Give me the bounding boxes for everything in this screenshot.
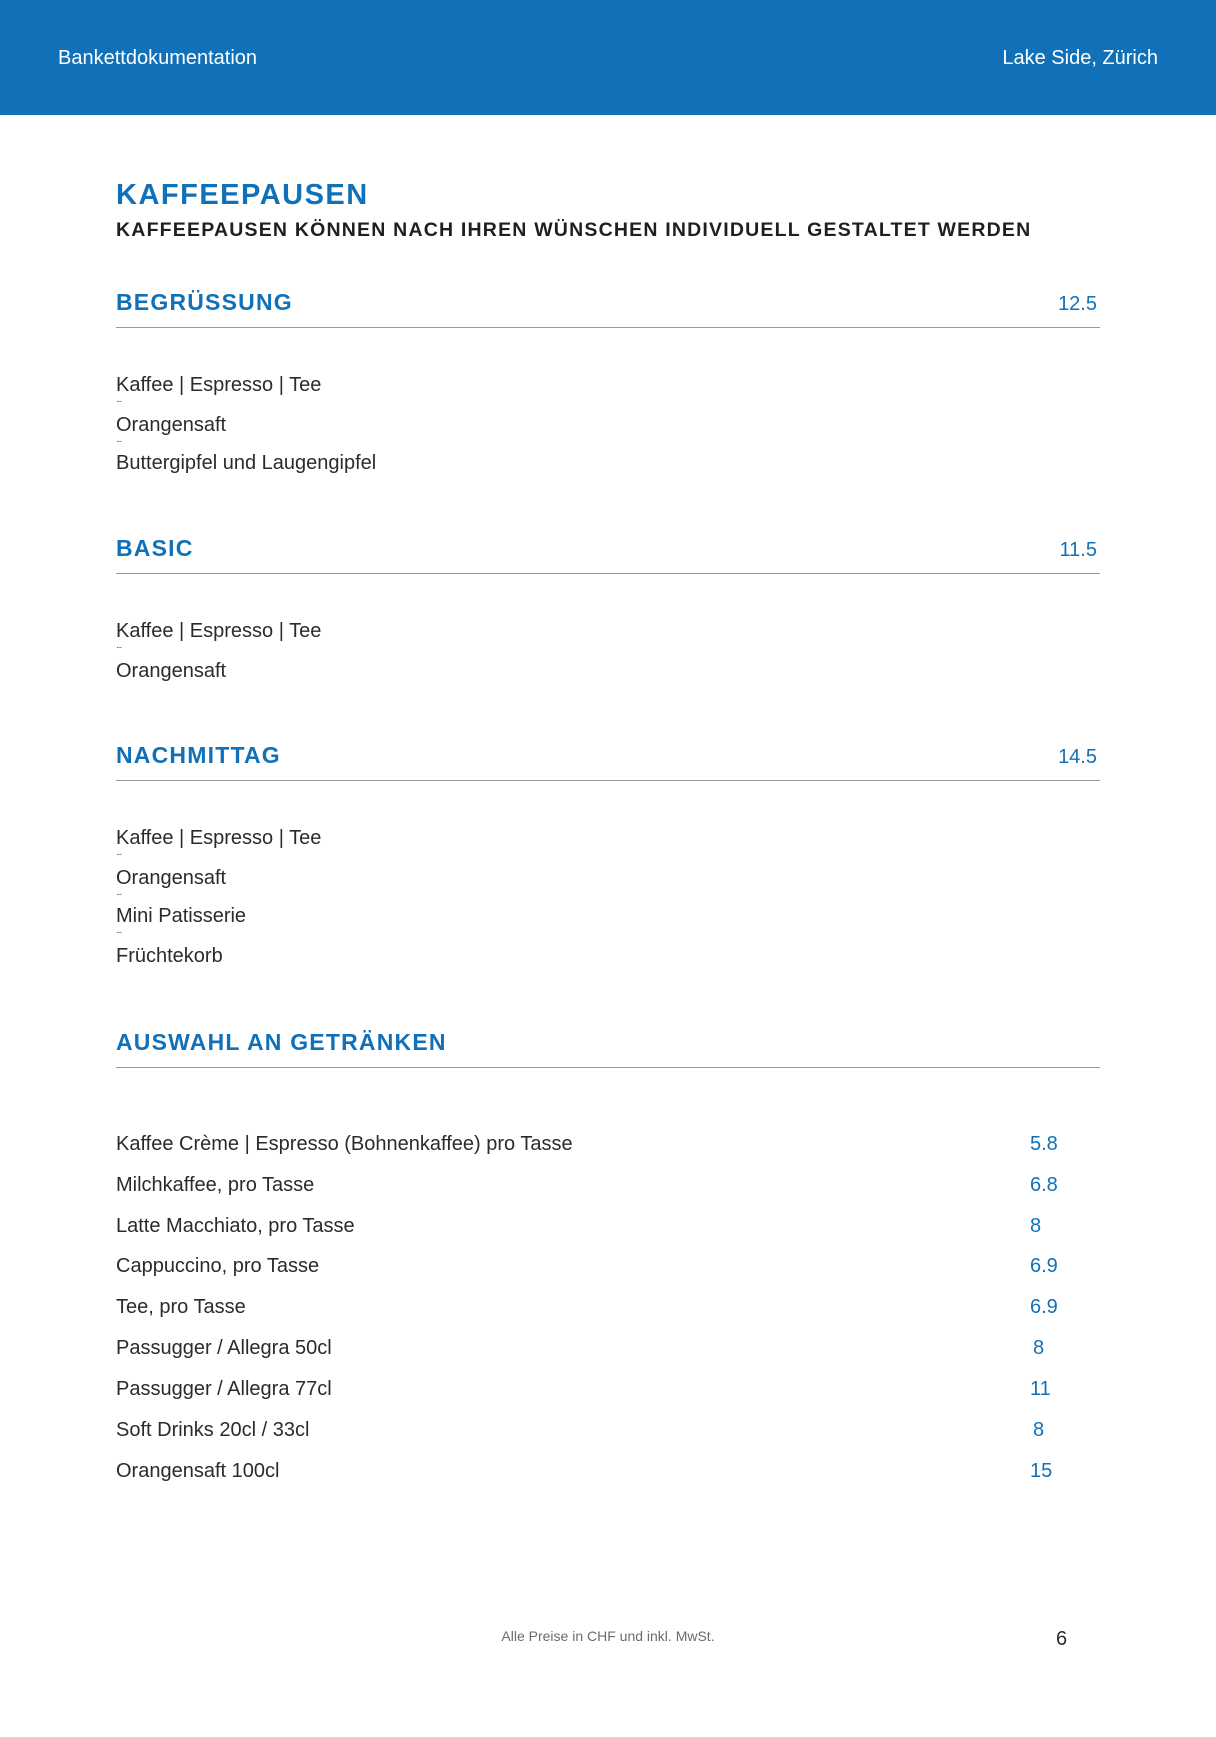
drink-price: 8 <box>1033 1337 1045 1359</box>
drink-row <box>116 1173 1100 1214</box>
drink-price: 5.8 <box>1030 1133 1058 1155</box>
drink-name: Tee, pro Tasse <box>116 1296 246 1318</box>
footer-note: Alle Preise in CHF und inkl. MwSt. <box>501 1628 715 1644</box>
drink-price: 6.9 <box>1030 1255 1058 1277</box>
drink-price: 6.9 <box>1030 1296 1058 1318</box>
section-header <box>116 288 1100 328</box>
section-nachmittag <box>116 741 1100 968</box>
list-item: Früchtekorb <box>116 945 223 967</box>
list-item: Orangensaft <box>116 414 227 436</box>
drink-row <box>116 1459 1100 1500</box>
section-price: 14.5 <box>1058 746 1097 768</box>
list-item: Buttergipfel und Laugengipfel <box>116 452 377 474</box>
section-title: NACHMITTAG <box>116 742 281 768</box>
drink-name: Kaffee Crème | Espresso (Bohnenkaffee) pro Tasse <box>116 1133 573 1155</box>
drink-name: Passugger / Allegra 77cl <box>116 1378 332 1400</box>
header-bar <box>0 0 1216 115</box>
section-getraenke <box>116 1028 1100 1068</box>
drink-row <box>116 1336 1100 1377</box>
drink-price: 6.8 <box>1030 1174 1058 1196</box>
section-header <box>116 534 1100 574</box>
drink-row <box>116 1418 1100 1459</box>
drink-name: Latte Macchiato, pro Tasse <box>116 1215 355 1237</box>
item-separator: ... <box>116 847 122 858</box>
list-item: Orangensaft <box>116 867 227 889</box>
section-begruessung <box>116 288 1100 475</box>
drink-name: Orangensaft 100cl <box>116 1460 280 1482</box>
item-separator: ... <box>116 394 122 405</box>
section-title: BEGRÜSSUNG <box>116 289 293 315</box>
section-header <box>116 1028 1100 1068</box>
section-items <box>116 373 1100 475</box>
page-title: KAFFEEPAUSEN <box>116 179 369 211</box>
drinks-list <box>116 1132 1100 1500</box>
drink-name: Passugger / Allegra 50cl <box>116 1337 332 1359</box>
section-header <box>116 741 1100 781</box>
drink-row <box>116 1377 1100 1418</box>
list-item: Orangensaft <box>116 660 227 682</box>
document-title: Bankettdokumentation <box>58 47 258 69</box>
drink-row <box>116 1214 1100 1254</box>
drink-name: Cappuccino, pro Tasse <box>116 1255 320 1277</box>
venue-name: Lake Side, Zürich <box>1002 47 1158 69</box>
drink-price: 11 <box>1030 1378 1051 1400</box>
list-item: Kaffee | Espresso | Tee <box>116 374 322 396</box>
drink-name: Soft Drinks 20cl / 33cl <box>116 1419 310 1441</box>
list-item: Kaffee | Espresso | Tee <box>116 827 322 849</box>
drink-name: Milchkaffee, pro Tasse <box>116 1174 315 1196</box>
item-separator: ... <box>116 887 122 898</box>
page-subtitle: KAFFEEPAUSEN KÖNNEN NACH IHREN WÜNSCHEN INDIVIDUELL GESTALTET WERDEN <box>116 219 1032 241</box>
list-item: Mini Patisserie <box>116 905 247 927</box>
section-price: 11.5 <box>1059 539 1097 561</box>
section-items <box>116 826 1100 968</box>
drink-row <box>116 1254 1100 1295</box>
list-item: Kaffee | Espresso | Tee <box>116 620 322 642</box>
page-number: 6 <box>1056 1628 1068 1650</box>
drink-price: 15 <box>1030 1460 1053 1482</box>
item-separator: ... <box>116 640 122 651</box>
item-separator: ... <box>116 434 122 445</box>
section-items <box>116 619 1100 683</box>
drink-price: 8 <box>1033 1419 1045 1441</box>
section-title: AUSWAHL AN GETRÄNKEN <box>116 1029 447 1055</box>
drink-row <box>116 1295 1100 1336</box>
drink-row <box>116 1132 1100 1173</box>
item-separator: ... <box>116 925 122 936</box>
section-basic <box>116 534 1100 683</box>
section-title: BASIC <box>116 535 194 561</box>
drink-price: 8 <box>1030 1215 1042 1237</box>
section-price: 12.5 <box>1058 293 1097 315</box>
